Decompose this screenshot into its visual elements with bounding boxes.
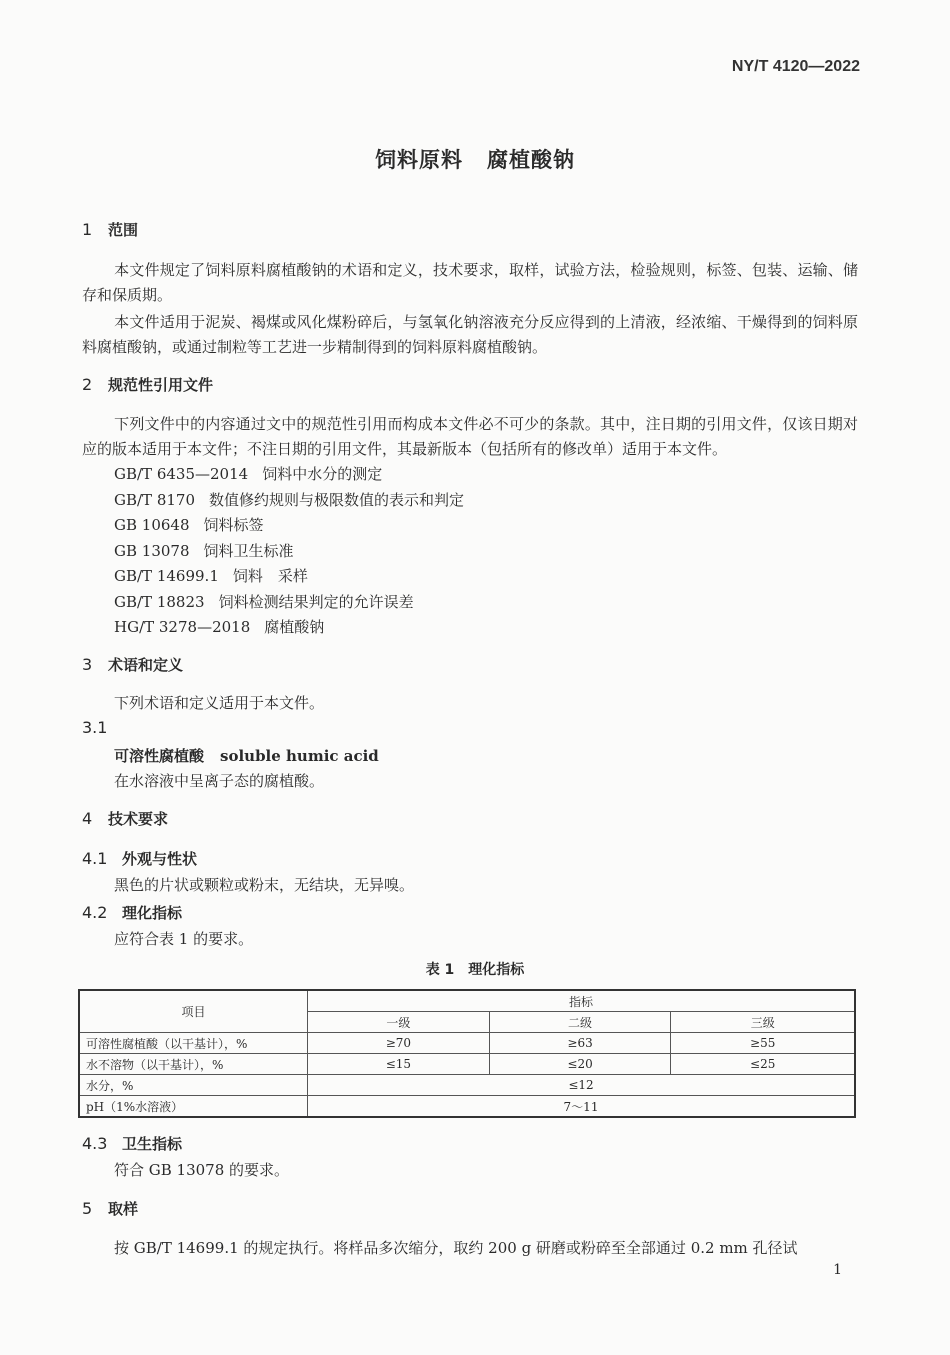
section-number: 1 — [82, 220, 93, 239]
paragraph-text: 下列文件中的内容通过文中的规范性引用而构成本文件必不可少的条款。其中，注日期的引用文件，仅该日期对应的版本适用于本文件；不注日期的引用文件，其最新版本（包括所有的修改单）适用于本文件。 — [82, 415, 858, 458]
subsection-4-3-text: 符合 GB 13078 的要求。 — [114, 1161, 290, 1179]
subsection-3-1-number — [82, 718, 107, 737]
section-1-paragraph-2 — [82, 310, 858, 360]
reference-code: GB/T 6435—2014 — [114, 465, 249, 483]
reference-code: HG/T 3278—2018 — [114, 618, 251, 636]
cell-merged: ≤12 — [308, 1075, 856, 1096]
reference-item — [114, 514, 264, 535]
reference-name: 腐植酸钠 — [264, 618, 325, 636]
subsection-4-1-text: 黑色的片状或颗粒或粉末，无结块，无异嗅。 — [114, 876, 415, 894]
subsection-number: 4.2 — [82, 903, 108, 922]
paragraph-text: 本文件规定了饲料原料腐植酸钠的术语和定义，技术要求，取样，试验方法，检验规则，标签、包装、运输、储存和保质期。 — [82, 261, 858, 304]
reference-item — [114, 489, 464, 510]
reference-name: 数值修约规则与极限数值的表示和判定 — [209, 491, 465, 509]
section-4-heading — [82, 808, 168, 829]
section-5-paragraph: 按 GB/T 14699.1 的规定执行。将样品多次缩分，取约 200 g 研磨或粉碎至全部通过 0.2 mm 孔径试 — [114, 1239, 798, 1257]
header-item: 项目 — [79, 990, 308, 1033]
section-2-paragraph — [82, 412, 858, 462]
cell-grade-3: ≥55 — [671, 1033, 855, 1054]
reference-code: GB/T 14699.1 — [114, 567, 219, 585]
section-number: 3 — [82, 655, 93, 674]
reference-name: 饲料标签 — [203, 516, 264, 534]
table-row — [79, 1075, 855, 1096]
cell-grade-1: ≤15 — [308, 1054, 490, 1075]
reference-item — [114, 616, 324, 637]
reference-item — [114, 463, 382, 484]
header-grade-3: 三级 — [671, 1012, 855, 1033]
subsection-4-2-heading — [82, 902, 182, 923]
cell-grade-1: ≥70 — [308, 1033, 490, 1054]
cell-grade-2: ≤20 — [489, 1054, 671, 1075]
reference-name: 饲料 采样 — [232, 567, 308, 585]
section-title: 取样 — [108, 1200, 139, 1218]
table-caption: 表 1 理化指标 — [425, 962, 525, 978]
standard-code: NY/T 4120—2022 — [731, 58, 860, 75]
subsection-4-1-heading — [82, 848, 197, 869]
row-name: 水不溶物（以干基计），% — [79, 1054, 308, 1075]
section-title: 规范性引用文件 — [108, 376, 214, 394]
subsection-4-3-heading — [82, 1133, 182, 1154]
section-1-paragraph-1 — [82, 258, 858, 308]
header-index: 指标 — [308, 990, 856, 1012]
section-3-paragraph: 下列术语和定义适用于本文件。 — [114, 694, 325, 712]
subsection-number: 4.1 — [82, 849, 108, 868]
term-entry — [114, 745, 379, 766]
subsection-title: 外观与性状 — [122, 850, 198, 868]
reference-code: GB 13078 — [114, 542, 190, 560]
reference-name: 饲料检测结果判定的允许误差 — [218, 593, 414, 611]
table-row — [79, 1033, 855, 1054]
term-english: soluble humic acid — [220, 747, 379, 765]
reference-code: GB 10648 — [114, 516, 190, 534]
section-title: 范围 — [108, 221, 139, 239]
title-part-2: 腐植酸钠 — [487, 148, 575, 172]
subsection-number: 4.3 — [82, 1134, 108, 1153]
section-2-heading — [82, 374, 213, 395]
section-number: 4 — [82, 809, 93, 828]
row-name: pH（1%水溶液） — [79, 1096, 308, 1118]
reference-name: 饲料中水分的测定 — [262, 465, 383, 483]
header-grade-2: 二级 — [489, 1012, 671, 1033]
row-name: 水分，% — [79, 1075, 308, 1096]
cell-merged: 7～11 — [308, 1096, 856, 1118]
section-3-heading — [82, 654, 183, 675]
section-number: 2 — [82, 375, 93, 394]
title-part-1: 饲料原料 — [375, 148, 463, 172]
reference-code: GB/T 8170 — [114, 491, 196, 509]
spec-table — [78, 989, 856, 1118]
reference-code: GB/T 18823 — [114, 593, 205, 611]
reference-item — [114, 565, 308, 586]
section-title: 技术要求 — [108, 810, 169, 828]
subsection-number: 3.1 — [82, 718, 108, 737]
row-name: 可溶性腐植酸（以干基计），% — [79, 1033, 308, 1054]
reference-name: 饲料卫生标准 — [203, 542, 294, 560]
section-5-heading — [82, 1198, 138, 1219]
section-title: 术语和定义 — [108, 656, 184, 674]
document-title — [0, 144, 950, 174]
paragraph-text: 本文件适用于泥炭、褐煤或风化煤粉碎后，与氢氧化钠溶液充分反应得到的上清液，经浓缩、干燥得到的饲料原料腐植酸钠，或通过制粒等工艺进一步精制得到的饲料原料腐植酸钠。 — [82, 313, 858, 356]
cell-grade-2: ≥63 — [489, 1033, 671, 1054]
section-1-heading — [82, 219, 138, 240]
reference-item — [114, 591, 414, 612]
table-row — [79, 1054, 855, 1075]
term-chinese: 可溶性腐植酸 — [114, 747, 205, 765]
table-row — [79, 1096, 855, 1118]
term-definition: 在水溶液中呈离子态的腐植酸。 — [114, 772, 325, 790]
header-grade-1: 一级 — [308, 1012, 490, 1033]
section-number: 5 — [82, 1199, 93, 1218]
subsection-title: 理化指标 — [122, 904, 183, 922]
reference-item — [114, 540, 294, 561]
page-number: 1 — [833, 1262, 842, 1278]
subsection-title: 卫生指标 — [122, 1135, 183, 1153]
cell-grade-3: ≤25 — [671, 1054, 855, 1075]
subsection-4-2-text: 应符合表 1 的要求。 — [114, 930, 254, 948]
